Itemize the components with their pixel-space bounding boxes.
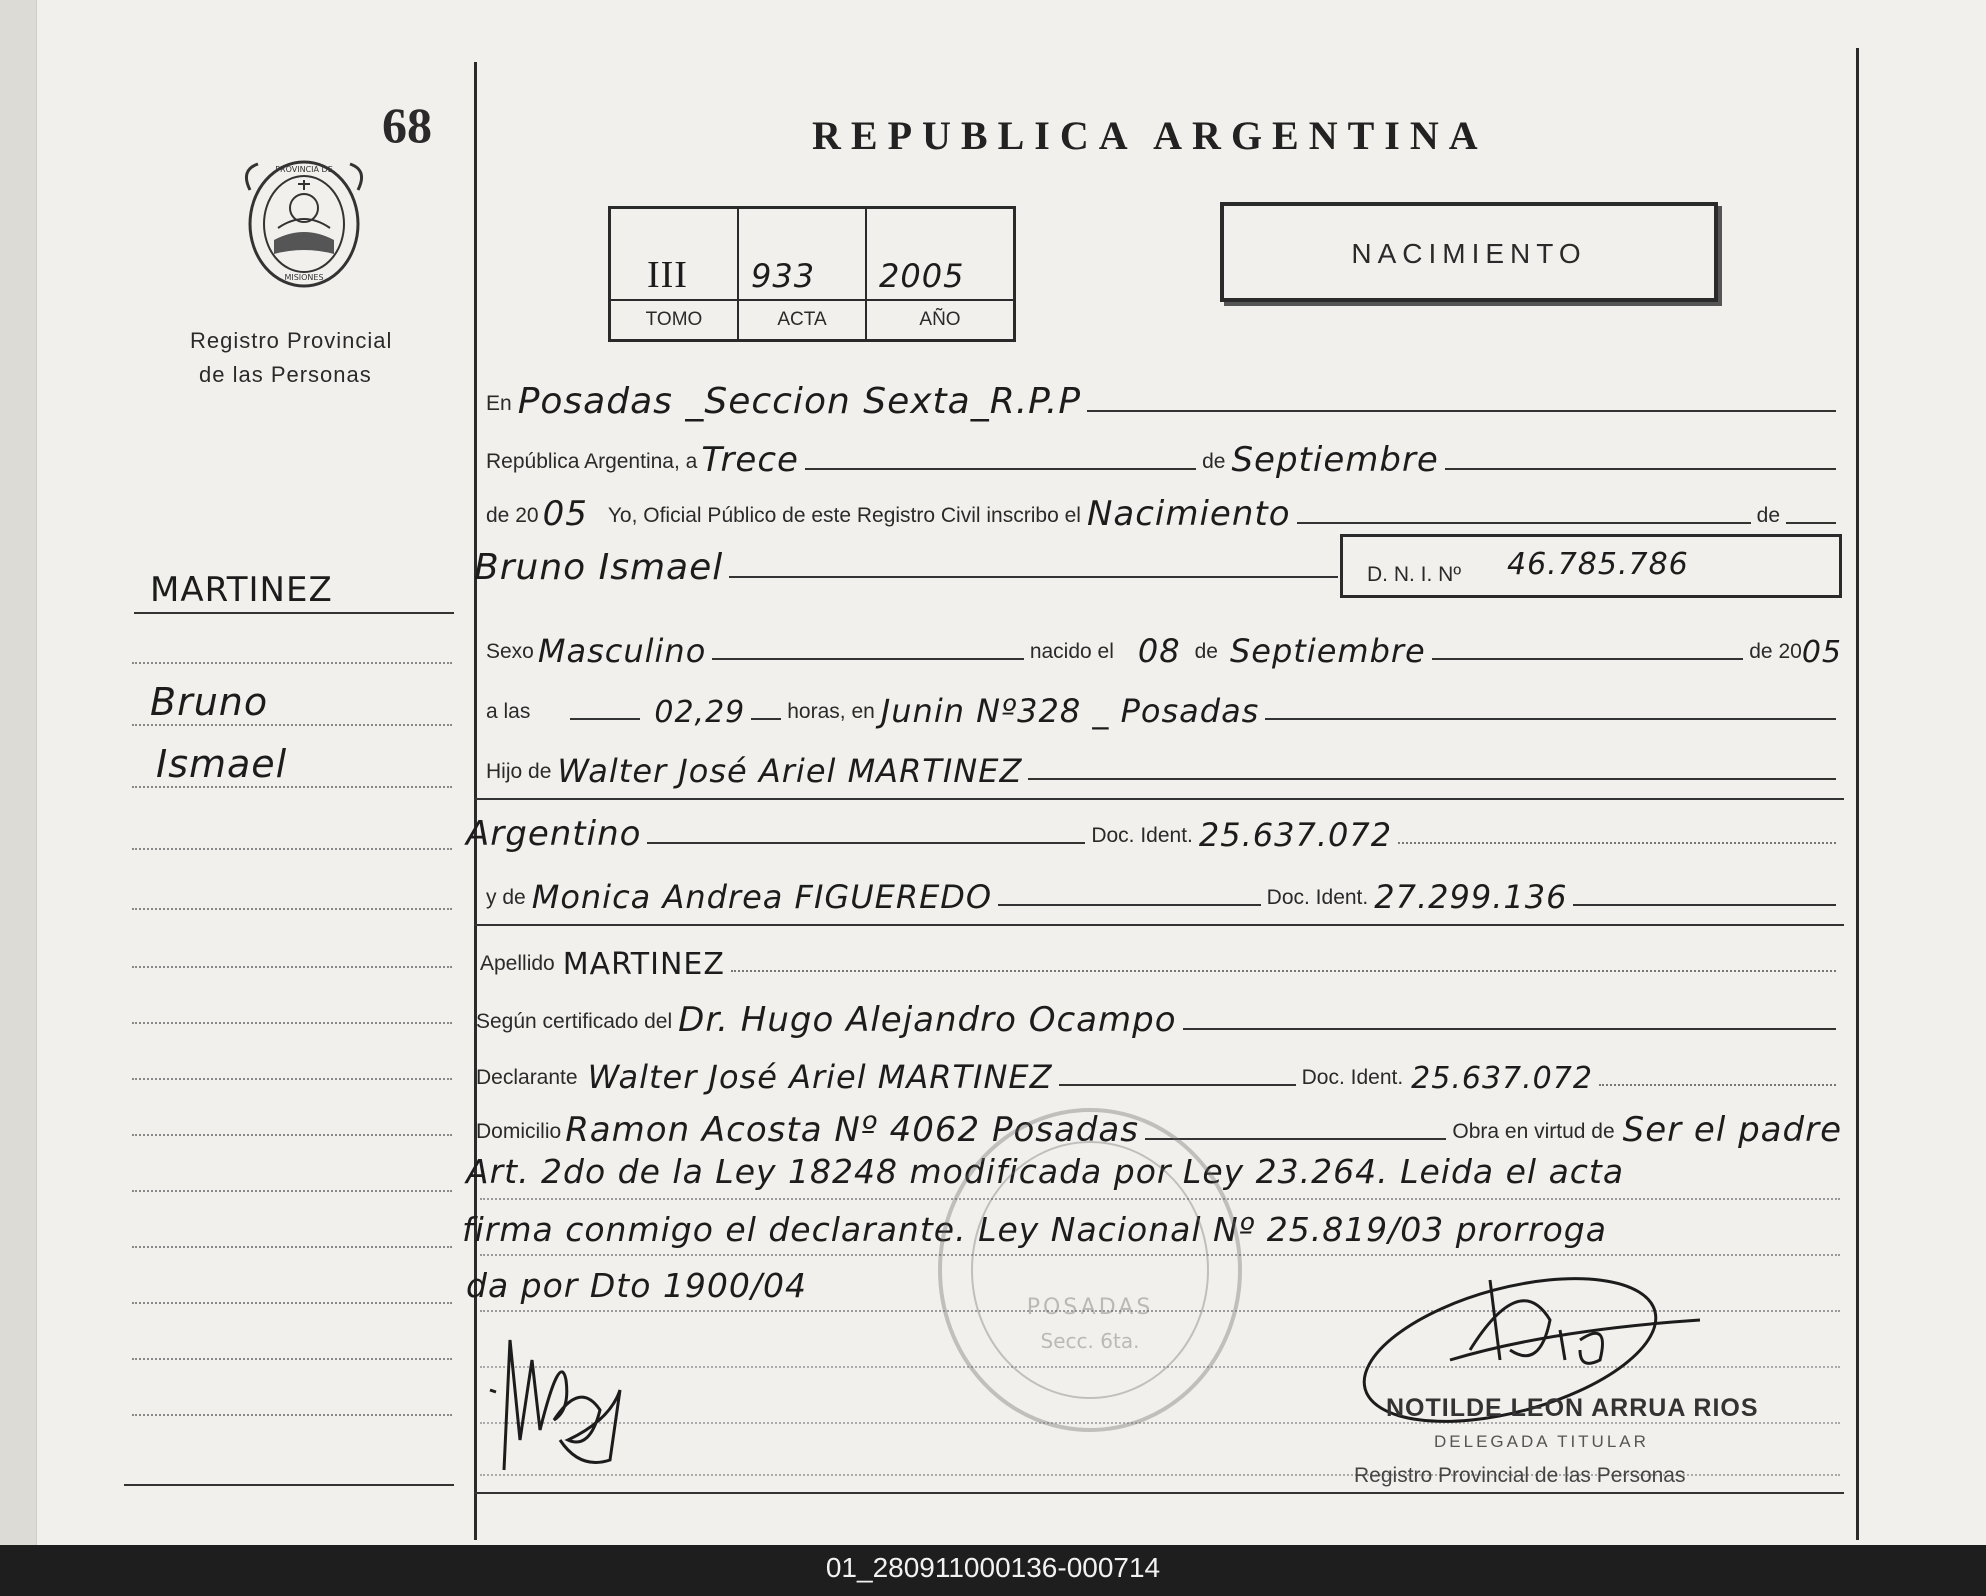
value-dni: 46.785.786 [1507,547,1689,582]
label-segun: Según certificado del [476,1010,673,1033]
value-day: Trece [701,440,799,480]
tomo-value: III [647,254,688,296]
fill-line [1432,658,1744,660]
margin-line [132,1358,452,1360]
dni-box [1340,534,1842,598]
fill-line [998,904,1261,906]
madre-underline [474,924,1844,926]
value-madre: Monica Andrea FIGUEREDO [531,878,993,916]
label-nacido: nacido el [1029,640,1114,663]
continuation-line3: da por Dto 1900/04 [466,1266,807,1305]
right-border-rule [1856,48,1859,1540]
row-sexo [486,626,1842,670]
anio-value: 2005 [879,257,965,295]
seal-bottom-text: MISIONES [284,273,324,282]
fill-line [1786,522,1836,524]
value-apellido: MARTINEZ [562,947,725,982]
page-edge [0,0,37,1545]
margin-line [132,786,452,788]
document-title: REPUBLICA ARGENTINA [812,113,1488,158]
value-nac-anio: 05 [1801,635,1842,670]
footer-id: 01_280911000136-000714 [825,1552,1161,1583]
fill-line [1573,904,1836,906]
value-nac-mes: Septiembre [1229,632,1426,670]
label-doc-madre: Doc. Ident. [1266,886,1369,909]
fill-line [1445,468,1836,470]
stamp-sub: Secc. 6ta. [1040,1329,1140,1353]
fill-dots [1398,842,1836,844]
fill-line [1028,778,1836,780]
value-en: Posadas _Seccion Sexta_R.P.P [517,381,1082,422]
fill-line [805,468,1196,470]
label-republica: República Argentina, a [486,450,698,473]
margin-surname: MARTINEZ [150,570,333,610]
tomo-label: TOMO [645,309,703,330]
declarant-signature-icon [470,1320,670,1490]
value-domicilio: Ramon Acosta Nº 4062 Posadas [565,1110,1139,1150]
value-padre: Walter José Ariel MARTINEZ [557,752,1023,790]
row-apellido [480,938,1842,982]
margin-line [132,1078,452,1080]
label-sexo: Sexo [486,640,534,663]
margin-name2: Ismael [156,742,288,786]
seal-top-text: PROVINCIA DE [275,165,333,174]
margin-name1: Bruno [150,680,269,724]
value-padre-doc: 25.637.072 [1198,816,1393,854]
label-de20: de 20 [486,504,539,527]
fill-line [729,576,1338,578]
registry-line1: Registro Provincial [190,328,393,353]
value-month: Septiembre [1231,440,1439,480]
official-name: NOTILDE LEON ARRUA RIOS [1386,1394,1759,1422]
label-yde: y de [486,886,526,909]
label-horas: horas, en [787,700,875,723]
hijo-underline [474,798,1844,800]
value-year: 05 [542,494,588,534]
margin-line [132,724,452,726]
fill-line [570,718,640,720]
label-en: En [486,392,512,415]
row-anio [486,490,1842,534]
value-nacionalidad: Argentino [466,814,642,854]
fill-line [1059,1084,1296,1086]
margin-line [132,966,452,968]
fill-line [1183,1028,1836,1030]
margin-line [132,1022,452,1024]
official-org: Registro Provincial de las Personas [1354,1464,1686,1487]
row-nacionalidad [466,810,1842,854]
continuation-line2: firma conmigo el declarante. Ley Nacional Nº 25.819/03 prorroga [462,1210,1607,1249]
record-type-label: NACIMIENTO [1351,238,1587,269]
row-en [486,378,1842,422]
stamp-city: POSADAS [1026,1295,1154,1320]
fill-line [647,842,1085,844]
label-hijo: Hijo de [486,760,552,783]
row-republica [486,436,1842,480]
fill-dots [731,970,1836,972]
fill-line [751,718,781,720]
value-acto: Nacimiento [1086,494,1291,534]
acta-label: ACTA [777,309,827,330]
label-doc-padre: Doc. Ident. [1091,824,1193,847]
fill-line [1087,410,1836,412]
label-apellido: Apellido [480,952,555,975]
margin-surname-line [134,612,454,614]
value-nac-dia: 08 [1137,632,1181,670]
row-nombre [474,544,1344,588]
label-obra: Obra en virtud de [1452,1120,1615,1143]
value-nombre: Bruno Ismael [474,547,724,588]
label-yo: Yo, Oficial Público de este Registro Civil inscribo el [607,504,1081,527]
acta-value: 933 [751,257,816,295]
value-lugar: Junin Nº328 _ Posadas [880,692,1260,730]
record-type-box [1220,202,1718,302]
value-obra: Ser el padre [1622,1110,1842,1150]
row-hijo [486,746,1842,790]
margin-bottom-line [124,1484,454,1486]
margin-line [132,1190,452,1192]
label-domicilio: Domicilio [476,1120,562,1143]
provincial-seal-icon [238,150,370,298]
fill-line [1265,718,1836,720]
label-alas: a las [486,700,531,723]
label-de2: de [1756,504,1780,527]
page-number: 68 [382,97,432,153]
row-segun [476,996,1842,1040]
margin-line [132,1246,452,1248]
row-hora [486,686,1842,730]
row-declarante [476,1052,1842,1096]
value-medico: Dr. Hugo Alejandro Ocampo [678,1000,1177,1040]
label-dni: D. N. I. Nº [1367,563,1462,586]
bottom-rule [474,1492,1844,1494]
value-madre-doc: 27.299.136 [1374,878,1568,916]
fill-dots [1599,1084,1836,1086]
label-de204: de 20 [1749,640,1802,663]
margin-line [132,908,452,910]
left-column-rule [474,62,477,1540]
value-hora: 02,29 [654,695,746,730]
row-madre [486,872,1842,916]
margin-line [132,1302,452,1304]
margin-line [132,1414,452,1416]
margin-line [132,1134,452,1136]
label-de: de [1202,450,1226,473]
fill-line [1297,522,1751,524]
label-de3: de [1194,640,1218,663]
record-table [608,206,1016,342]
value-sexo: Masculino [537,632,707,670]
registry-stamp-icon [930,1100,1250,1440]
registry-line2: de las Personas [199,362,372,387]
value-declarante: Walter José Ariel MARTINEZ [587,1058,1053,1096]
margin-line [132,848,452,850]
official-role: DELEGADA TITULAR [1434,1432,1649,1451]
anio-label: AÑO [919,309,961,330]
fill-line [712,658,1024,660]
continuation-line1: Art. 2do de la Ley 18248 modificada por Ley 23.264. Leida el acta [466,1152,1625,1191]
label-doc-decl: Doc. Ident. [1301,1066,1404,1089]
margin-line [132,662,452,664]
label-declarante: Declarante [476,1066,578,1089]
value-decl-doc: 25.637.072 [1411,1061,1593,1096]
